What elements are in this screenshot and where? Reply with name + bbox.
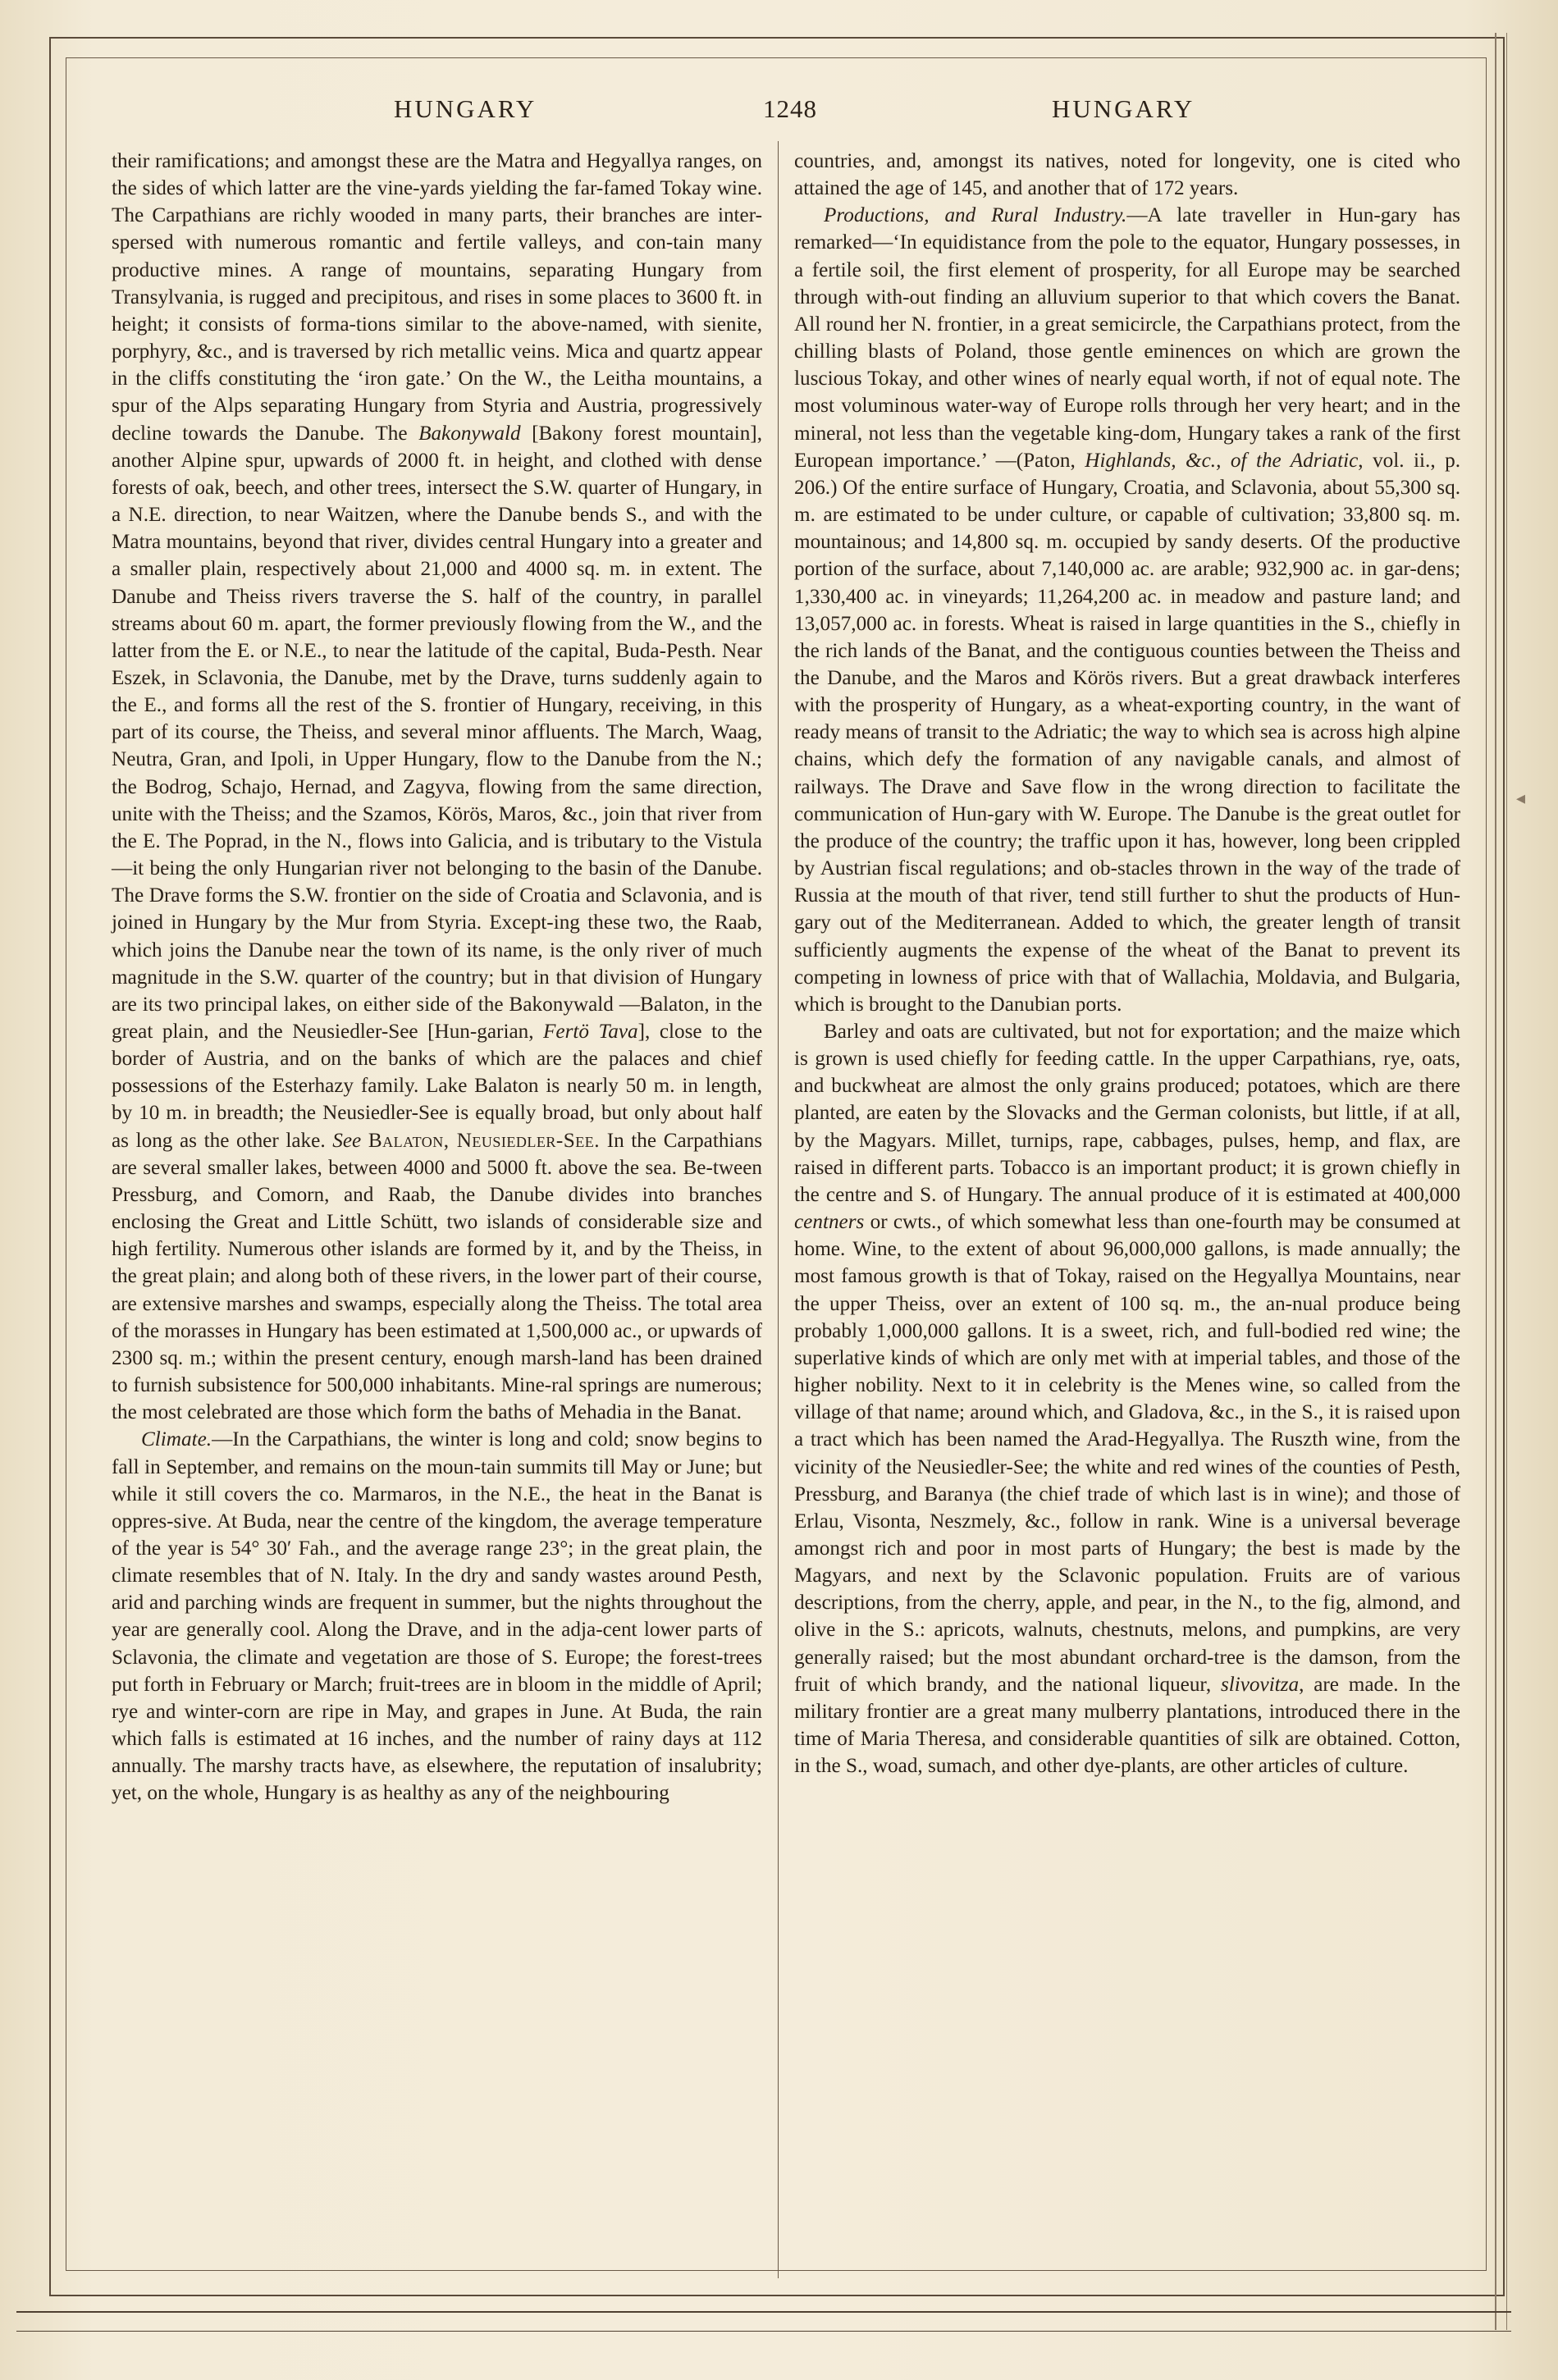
paragraph-rivers-mountains: their ramifications; and amongst these are the Matra and Hegyallya ranges, on the sides of which latter are the vine-yards yielding the far-famed Tokay wine. The Carpathians are richly wooded in many parts, their branches are inter-spersed with numerous romantic and fertile valleys, and con-tain many productive mines. A range of mountains, separating Hungary from Transylvania, is rugged and precipitous, and rises in some places to 3600 ft. in height; it consists of forma-tions similar to the above-named, with sienite, porphyry, &c., and is traversed by rich metallic veins. Mica and quartz appear in the cliffs constituting the ‘iron gate.’ On the W., the Leitha mountains, a spur of the Alps separating Hungary from Styria and Austria, progressively decline towards the Danube. The Bakonywald [Bakony forest mountain], another Alpine spur, upwards of 2000 ft. in height, and clothed with dense forests of oak, beech, and other trees, intersect the S.W. quarter of Hungary, in a N.E. direction, to near Waitzen, where the Danube bends S., and with the Matra mountains, beyond that river, divides central Hungary into a greater and a smaller plain, respectively about 21,000 and 4000 sq. m. in extent. The Danube and Theiss rivers traverse the S. half of the country, in parallel streams about 60 m. apart, the former previously flowing from the W., and the latter from the E. or N.E., to near the latitude of the capital, Buda-Pesth. Near Eszek, in Sclavonia, the Danube, met by the Drave, turns suddenly again to the E., and forms all the rest of the S. frontier of Hungary, receiving, in this part of its course, the Theiss, and several minor affluents. The March, Waag, Neutra, Gran, and Ipoli, in Upper Hungary, flow to the Danube from the N.; the Bodrog, Schajo, Hernad, and Zagyva, flowing from the same direction, unite with the Theiss; and the Szamos, Körös, Maros, &c., join that river from the E. The Poprad, in the N., flows into Galicia, and is tributary to the Vistula—it being the only Hungarian river not belonging to the basin of the Danube. The Drave forms the S.W. frontier on the side of Croatia and Sclavonia, and is joined in Hungary by the Mur from Styria. Except-ing these two, the Raab, which joins the Danube near the town of its name, is the only river of much magnitude in the S.W. quarter of the country; but in that division of Hungary are its two principal lakes, on either side of the Bakonywald —Balaton, in the great plain, and the Neusiedler-See [Hun-garian, Fertö Tava], close to the border of Austria, and on the banks of which are the palaces and chief possessions of the Esterhazy family. Lake Balaton is nearly 50 m. in length, by 10 m. in breadth; the Neusiedler-See is equally broad, but only about half as long as the other lake. See Balaton, Neusiedler-See. In the Carpathians are several smaller lakes, between 4000 and 5000 ft. above the sea. Be-tween Pressburg, and Comorn, and Raab, the Danube divides into branches enclosing the Great and Little Schütt, two islands of considerable size and high fertility. Numerous other islands are formed by it, and by the Theiss, in the great plain; and along both of these rivers, in the lower part of their course, are extensive marshes and swamps, especially along the Theiss. The total area of the morasses in Hungary has been estimated at 1,500,000 ac., or upwards of 2300 sq. m.; within the present century, enough marsh-land has been drained to furnish subsistence for 500,000 inhabitants. Mine-ral springs are numerous; the most celebrated are those which form the baths of Mehadia in the Banat. (112, 150, 763, 1424)
paragraph-productions: Productions, and Rural Industry.—A late traveller in Hun-gary has remarked—‘In equidistance from the pole to the equator, Hungary possesses, in a fertile soil, the first element of prosperity, for all Europe may be searched through with-out finding an alluvium superior to that which covers the Banat. All round her N. frontier, in a great semicircle, the Carpathians protect, from the chilling blasts of Poland, those gentle eminences on which are grown the luscious Tokay, and other wines of nearly equal worth, if not of equal note. The most voluminous water-way of Europe rolls through her very heart; and in the mineral, not less than the vegetable king-dom, Hungary takes a rank of the first European importance.’ —(Paton, Highlands, &c., of the Adriatic, vol. ii., p. 206.) Of the entire surface of Hungary, Croatia, and Sclavonia, about 55,300 sq. m. are estimated to be under culture, or capable of cultivation; 33,800 sq. m. mountainous; and 14,800 sq. m. occupied by sandy deserts. Of the productive portion of the surface, about 7,140,000 ac. are arable; 932,900 ac. in gar-dens; 1,330,400 ac. in vineyards; 11,264,200 ac. in meadow and pasture land; and 13,057,000 ac. in forests. Wheat is raised in large quantities in the S., chiefly in the rich lands of the Banat, and the contiguous counties between the Theiss and the Danube, and the Maros and Körös rivers. But a great drawback interferes with the prosperity of Hungary, as a wheat-exporting country, in the want of ready means of transit to the Adriatic; the way to which sea is across high alpine chains, which defy the formation of any navigable canals, and almost of railways. The Drave and Save flow in the wrong direction to facilitate the communication of Hun-gary with W. Europe. The Danube is the great outlet for the produce of the country; the traffic upon it has, however, long been crippled by Austrian fiscal regulations; and ob-stacles thrown in the way of the trade of Russia at the mouth of that river, tend still further to shut the products of Hun-gary out of the Mediterranean. Added to which, the greater length of transit sufficiently augments the expense of the wheat of the Banat to prevent its competing in lowness of price with that of Wallachia, Moldavia, and Bulgaria, which is brought to the Danubian ports. (794, 204, 1460, 1016)
section-heading-climate: Climate. (141, 1428, 212, 1451)
running-header (98, 94, 1460, 127)
cross-reference: Balaton, Neusiedler-See. (368, 1129, 601, 1152)
citation-title: Highlands, &c., of the Adriatic (1085, 449, 1359, 472)
bottom-rule-thin (16, 2331, 1511, 2332)
column-divider (778, 141, 779, 2278)
edge-mark-icon: ◂ (1516, 788, 1526, 808)
page-number: 1248 (763, 94, 817, 123)
paragraph-crops-wine: Barley and oats are cultivated, but not for exportation; and the maize which is grown is used chiefly for feeding cattle. In the upper Carpathians, rye, oats, and buckwheat are almost the only grains produced; potatoes, which are there planted, are eaten by the Slovacks and the German colonists, but little, if at all, by the Magyars. Millet, turnips, rape, cabbages, pulses, hemp, and flax, are raised in different parts. Tobacco is an important product; it is grown chiefly in the centre and S. of Hungary. The annual produce of it is estimated at 400,000 centners or cwts., of which somewhat less than one-fourth may be consumed at home. Wine, to the extent of about 96,000,000 gallons, is made annually; the most famous growth is that of Tokay, raised on the Hegyallya Mountains, near the upper Theiss, over an extent of 100 sq. m., the an-nual produce being probably 1,000,000 gallons. It is a sweet, rich, and full-bodied red wine; the superlative kinds of which are only met with at imperial tables, and those of the higher nobility. Next to it in celebrity is the Menes wine, so called from the village of that name; around which, and Gladova, &c., in the S., it is raised upon a tract which has been named the Arad-Hegyallya. The Ruszth wine, from the vicinity of the Neusiedler-See; the white and red wines of the counties of Pesth, Pressburg, and Baranya (the chief trade of which last is in wine); and those of Erlau, Visonta, Neszmely, &c., follow in rank. Wine is a universal beverage amongst rich and poor in most parts of Hungary; the best is made by the Magyars, and next by the Sclavonic population. Fruits are of various descriptions, from the cherry, apple, and pear, in the N., to the fig, almond, and olive in the S.: apricots, walnuts, chestnuts, melons, and pumpkins, are very generally raised; but the most abundant orchard-tree is the damson, from the fruit of which brandy, and the national liqueur, slivovitza, are made. In the military frontier are a great many mulberry plantations, introduced there in the time of Maria Theresa, and considerable quantities of silk are obtained. Cotton, in the S., woad, sumach, and other dye-plants, are other articles of culture. (794, 1021, 1460, 1778)
edge-rule (1495, 33, 1496, 2330)
section-heading-productions: Productions, and Rural Industry. (824, 204, 1127, 227)
left-column (112, 148, 762, 1807)
paragraph-climate: Climate.—In the Carpathians, the winter is long and cold; snow begins to fall in September, and remains on the moun-tain summits till May or June; but while it still covers the co. Marmaros, in the N.E., the heat in the Banat is oppres-sive. At Buda, near the centre of the kingdom, the average temperature of the year is 54° 30′ Fah., and the average range 23°; in the great plain, the climate resembles that of N. Italy. In the dry and sandy wastes around Pesth, arid and parching winds are frequent in summer, but the nights throughout the year are generally cool. Along the Drave, and in the adja-cent lower parts of Sclavonia, the climate and vegetation are those of S. Europe; the forest-trees put forth in February or March; fruit-trees are in bloom in the middle of April; rye and winter-corn are ripe in May, and grapes in June. At Buda, the rain which falls is estimated at 16 inches, and the number of rainy days at 112 annually. The marshy tracts have, as elsewhere, the reputation of insalubrity; yet, on the whole, Hungary is as healthy as any of the neighbouring (112, 1428, 762, 1805)
term-ferto-tava: Fertö Tava (543, 1021, 638, 1043)
term-centners: centners (794, 1211, 865, 1234)
bottom-rule (16, 2311, 1511, 2313)
edge-rule-thin (1506, 33, 1507, 2330)
header-right-title: HUNGARY (1052, 94, 1195, 123)
right-column (794, 148, 1460, 1779)
header-left-title: HUNGARY (394, 94, 537, 123)
term-slivovitza: slivovitza (1220, 1673, 1300, 1696)
see-reference: See (332, 1129, 362, 1152)
paragraph-longevity: countries, and, amongst its natives, noted for longevity, one is cited who attained the age of 145, and another that of 172 years. (794, 150, 1460, 200)
term-bakonywald: Bakonywald (418, 422, 521, 445)
